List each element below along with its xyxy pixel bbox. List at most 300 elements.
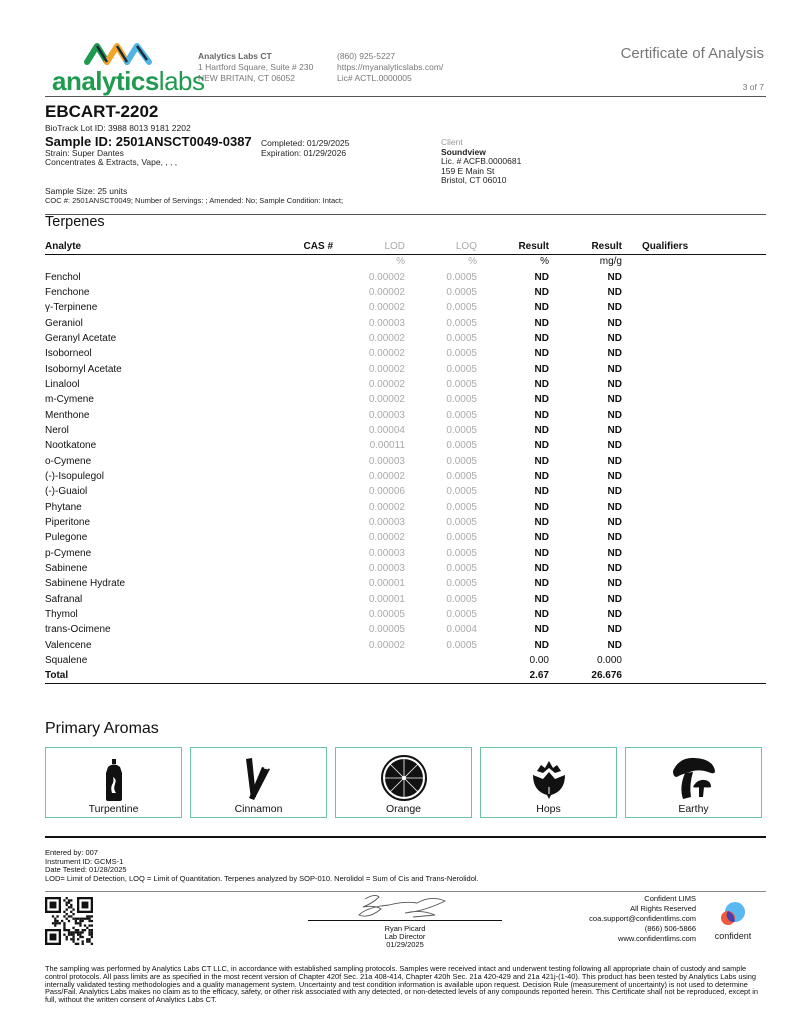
result-pct-cell: 0.00 [529, 655, 549, 667]
lod-cell: 0.00002 [368, 271, 405, 283]
lod-cell: 0.00001 [368, 578, 405, 590]
result-pct-cell: ND [534, 271, 549, 283]
lod-cell: 0.00002 [368, 394, 405, 406]
table-row [45, 561, 766, 576]
lab-phone: (860) 925-5227 [337, 51, 396, 61]
cas-cell [275, 500, 333, 515]
result-mgg-cell: ND [607, 547, 622, 559]
qualifiers-cell [622, 407, 766, 422]
qualifiers-cell [622, 469, 766, 484]
result-pct-cell: ND [534, 302, 549, 314]
cas-cell [275, 561, 333, 576]
aromas-title: Primary Aromas [45, 720, 159, 737]
result-mgg-cell: ND [607, 409, 622, 421]
empty-cell [405, 668, 477, 683]
confident-logo-icon [719, 901, 747, 927]
loq-cell: 0.0005 [446, 563, 477, 575]
cas-cell [275, 484, 333, 499]
aroma-label: Earthy [678, 803, 709, 815]
qualifiers-cell [622, 515, 766, 530]
qualifiers-cell [622, 315, 766, 330]
analyte-cell: (-)-Isopulegol [45, 470, 104, 482]
category: Concentrates & Extracts, Vape, , , , [45, 157, 178, 167]
lims-info [589, 894, 696, 944]
expiration-date: Expiration: 01/29/2026 [261, 148, 347, 158]
qualifiers-cell [622, 592, 766, 607]
lab-address-1: 1 Hartford Square, Suite # 230 [198, 62, 314, 72]
qualifiers-cell [622, 300, 766, 315]
analyte-cell: Nootkatone [45, 440, 97, 452]
qualifiers-cell [622, 377, 766, 392]
analyte-cell: Sabinene Hydrate [45, 578, 126, 590]
client-address-1: 159 E Main St [441, 165, 495, 176]
cas-cell [275, 622, 333, 637]
table-row [45, 469, 766, 484]
loq-cell: 0.0005 [446, 578, 477, 590]
logo-text-light: labs [158, 66, 205, 96]
table-header-row [45, 240, 766, 254]
lod-cell: 0.00002 [368, 378, 405, 390]
qualifiers-cell [622, 346, 766, 361]
table-row [45, 638, 766, 653]
col-analyte: Analyte [45, 241, 82, 253]
table-row [45, 361, 766, 376]
result-pct-cell: ND [534, 424, 549, 436]
lims-website[interactable]: www.confidentlims.com [618, 934, 696, 943]
table-row [45, 423, 766, 438]
terpenes-title: Terpenes [45, 214, 105, 230]
signer-date: 01/29/2025 [386, 940, 424, 950]
total-label: Total [45, 670, 69, 682]
loq-cell [405, 653, 477, 668]
result-pct-cell: ND [534, 394, 549, 406]
aroma-label: Orange [385, 803, 422, 815]
loq-cell: 0.0005 [446, 440, 477, 452]
result-pct-cell: ND [534, 332, 549, 344]
col-result-pct: Result [518, 241, 549, 253]
lod-cell: 0.00002 [368, 348, 405, 360]
cas-cell [275, 269, 333, 284]
table-row [45, 269, 766, 284]
cas-cell [275, 530, 333, 545]
analyte-cell: trans-Ocimene [45, 624, 111, 636]
result-mgg-cell: ND [607, 332, 622, 344]
cas-cell [275, 285, 333, 300]
mushroom-icon [671, 757, 717, 801]
table-row [45, 346, 766, 361]
result-mgg-cell: ND [607, 593, 622, 605]
loq-cell: 0.0005 [446, 609, 477, 621]
qualifiers-cell [622, 546, 766, 561]
lod-cell: 0.00002 [368, 363, 405, 375]
instrument-id: Instrument ID: GCMS-1 [45, 856, 124, 866]
result-mgg-cell: ND [607, 532, 622, 544]
result-pct-cell: ND [534, 624, 549, 636]
table-row [45, 377, 766, 392]
analyte-cell: Safranal [45, 593, 83, 605]
table-row [45, 407, 766, 422]
loq-cell: 0.0005 [446, 593, 477, 605]
table-row [45, 484, 766, 499]
result-pct-cell: ND [534, 317, 549, 329]
cinnamon-stick-icon [244, 757, 274, 801]
table-row [45, 607, 766, 622]
qualifiers-cell [622, 500, 766, 515]
loq-cell: 0.0005 [446, 394, 477, 406]
loq-cell: 0.0005 [446, 501, 477, 513]
section-divider [45, 214, 766, 215]
terpenes-table [45, 240, 766, 684]
footer-divider [45, 836, 766, 838]
lod-cell: 0.00002 [368, 302, 405, 314]
document-title: Certificate of Analysis [620, 45, 764, 62]
qualifiers-cell [622, 361, 766, 376]
col-loq: LOQ [455, 241, 477, 253]
qualifiers-cell [622, 607, 766, 622]
result-mgg-cell: ND [607, 624, 622, 636]
cas-cell [275, 592, 333, 607]
result-pct-cell: ND [534, 455, 549, 467]
analyte-cell: p-Cymene [45, 547, 92, 559]
qualifiers-cell [622, 392, 766, 407]
empty-cell [275, 668, 333, 683]
loq-cell: 0.0005 [446, 317, 477, 329]
cas-cell [275, 377, 333, 392]
result-pct-cell: ND [534, 547, 549, 559]
signer-name: Ryan Picard [384, 924, 426, 933]
table-row [45, 546, 766, 561]
client-block [441, 138, 521, 186]
test-info [45, 849, 479, 883]
qualifiers-cell [622, 438, 766, 453]
col-qualifiers: Qualifiers [642, 241, 689, 253]
cas-cell [275, 607, 333, 622]
cas-cell [275, 438, 333, 453]
loq-cell: 0.0005 [446, 424, 477, 436]
analyte-cell: Linalool [45, 378, 80, 390]
table-row [45, 300, 766, 315]
analyte-cell: Sabinene [45, 563, 88, 575]
spray-bottle-icon [104, 759, 124, 801]
lod-cell: 0.00003 [368, 409, 405, 421]
analyte-cell: Fenchol [45, 271, 81, 283]
completed-date: Completed: 01/29/2025 [261, 138, 350, 148]
analyte-cell: (-)-Guaiol [45, 486, 88, 498]
empty-cell [333, 668, 405, 683]
col-lod: LOD [384, 241, 405, 253]
lod-cell: 0.00003 [368, 517, 405, 529]
loq-cell: 0.0005 [446, 532, 477, 544]
qualifiers-cell [622, 331, 766, 346]
unit-loq: % [468, 256, 477, 268]
table-row [45, 453, 766, 468]
result-mgg-cell: ND [607, 424, 622, 436]
empty-cell [622, 668, 766, 683]
signer-block [308, 925, 502, 950]
lod-cell: 0.00003 [368, 547, 405, 559]
aroma-card-earthy [625, 747, 762, 818]
logo-wordmark [52, 66, 205, 97]
hops-icon [531, 759, 567, 801]
lab-license: Lic# ACTL.0000005 [337, 73, 412, 83]
signer-title: Lab Director [384, 932, 426, 942]
lod-cell: 0.00002 [368, 501, 405, 513]
result-pct-cell: ND [534, 578, 549, 590]
analyte-cell: Isoborneol [45, 348, 92, 360]
result-pct-cell: ND [534, 563, 549, 575]
result-pct-cell: ND [534, 470, 549, 482]
analyte-cell: Thymol [45, 609, 78, 621]
qr-code-icon [45, 897, 93, 945]
lod-cell [333, 653, 405, 668]
loq-cell: 0.0005 [446, 409, 477, 421]
analyte-cell: Geraniol [45, 317, 83, 329]
sample-size: Sample Size: 25 units [45, 186, 128, 196]
qualifiers-cell [622, 453, 766, 468]
aroma-label: Turpentine [88, 803, 139, 815]
unit-result-mgg: mg/g [599, 256, 622, 268]
result-mgg-cell: ND [607, 394, 622, 406]
cas-cell [275, 653, 333, 668]
loq-cell: 0.0005 [446, 302, 477, 314]
logo-text-bold: analytics [52, 66, 159, 96]
loq-cell: 0.0005 [446, 470, 477, 482]
logo-wave-icon [83, 40, 155, 66]
entered-by: Entered by: 007 [45, 848, 98, 857]
sample-id: Sample ID: 2501ANSCT0049-0387 [45, 134, 252, 149]
lod-cell: 0.00002 [368, 332, 405, 344]
lod-cell: 0.00011 [369, 440, 405, 452]
result-mgg-cell: ND [607, 348, 622, 360]
lod-cell: 0.00005 [368, 609, 405, 621]
table-row [45, 530, 766, 545]
units-row [45, 254, 766, 269]
cas-cell [275, 515, 333, 530]
date-tested: Date Tested: 01/28/2025 [45, 865, 127, 875]
client-name: Soundview [441, 146, 486, 157]
client-license: Lic. # ACFB.0000681 [441, 156, 522, 166]
result-mgg-cell: ND [607, 517, 622, 529]
result-pct-cell: ND [534, 440, 549, 452]
result-mgg-cell: ND [607, 639, 622, 651]
result-mgg-cell: ND [607, 470, 622, 482]
analyte-cell: Phytane [45, 501, 82, 513]
lims-name: Confident LIMS [644, 894, 696, 903]
lab-website[interactable]: https://myanalyticslabs.com/ [337, 62, 444, 72]
result-mgg-cell: ND [607, 578, 622, 590]
analyte-cell: m-Cymene [45, 394, 94, 406]
result-mgg-cell: ND [607, 363, 622, 375]
qualifiers-cell [622, 561, 766, 576]
loq-cell: 0.0005 [446, 486, 477, 498]
loq-cell: 0.0005 [446, 455, 477, 467]
analyte-cell: Pulegone [45, 532, 88, 544]
analyte-cell: Nerol [45, 424, 69, 436]
result-mgg-cell: ND [607, 563, 622, 575]
client-label: Client [441, 137, 463, 147]
analyte-cell: Geranyl Acetate [45, 332, 117, 344]
lod-cell: 0.00002 [368, 532, 405, 544]
loq-cell: 0.0005 [446, 547, 477, 559]
lod-cell: 0.00006 [368, 486, 405, 498]
lims-email[interactable]: coa.support@confidentlims.com [589, 914, 696, 923]
result-pct-cell: ND [534, 639, 549, 651]
qualifiers-cell [622, 269, 766, 284]
page-number: 3 of 7 [742, 82, 764, 92]
table-row [45, 392, 766, 407]
analyte-cell: Piperitone [45, 517, 91, 529]
table-row [45, 331, 766, 346]
loq-cell: 0.0005 [446, 286, 477, 298]
unit-lod: % [396, 256, 405, 268]
signature-icon [355, 893, 455, 921]
result-pct-cell: ND [534, 378, 549, 390]
lod-cell: 0.00002 [368, 639, 405, 651]
loq-cell: 0.0005 [446, 332, 477, 344]
header-divider [45, 96, 766, 97]
result-mgg-cell: 0.000 [596, 655, 622, 667]
lab-info [198, 51, 313, 84]
lab-address-2: NEW BRITAIN, CT 06052 [198, 73, 295, 83]
result-mgg-cell: ND [607, 317, 622, 329]
cas-cell [275, 469, 333, 484]
qr-code[interactable] [45, 897, 93, 950]
lod-loq-note: LOD= Limit of Detection, LOQ = Limit of Quantitation. Terpenes analyzed by SOP-010. Nerolidol = Sum of Cis and Trans-Nerolidol. [45, 873, 479, 883]
table-row [45, 653, 766, 668]
qualifiers-cell [622, 285, 766, 300]
total-mgg: 26.676 [591, 670, 622, 682]
result-mgg-cell: ND [607, 609, 622, 621]
analyte-cell: Fenchone [45, 286, 90, 298]
signature-image [355, 893, 455, 926]
analyte-cell: γ-Terpinene [45, 302, 98, 314]
biotrack-id: BioTrack Lot ID: 3988 8013 9181 2202 [45, 123, 191, 133]
analyte-cell: Squalene [45, 655, 88, 667]
col-cas: CAS # [303, 241, 333, 253]
total-pct: 2.67 [529, 670, 549, 682]
lod-cell: 0.00005 [368, 624, 405, 636]
signature-line [308, 920, 502, 921]
result-pct-cell: ND [534, 532, 549, 544]
product-name: EBCART-2202 [45, 102, 159, 121]
aromas-row [45, 747, 762, 818]
result-pct-cell: ND [534, 517, 549, 529]
table-row [45, 576, 766, 591]
cas-cell [275, 423, 333, 438]
loq-cell: 0.0005 [446, 271, 477, 283]
loq-cell: 0.0005 [446, 348, 477, 360]
qualifiers-cell [622, 622, 766, 637]
result-pct-cell: ND [534, 286, 549, 298]
col-result-mgg: Result [591, 241, 622, 253]
disclaimer: The sampling was performed by Analytics Labs CT LLC, in accordance with established sampling protocols. Samples were received intact and underwent testing following all appropriate chain of custody and sample control protocols. All pass limits are as specified in the most recent version of Chapter 420f Sec. 21a 408-414, Chapter 420h Sec. 21a 420-429 and 21a 421j-(1-40). This product has been tested by Analytics Labs using internally validated testing methodologies and a quality management system. Uncertainty and test condition information is available upon request. Decision Rule (measurement of uncertainty) is not used to determine Pass/Fail. Analytics Labs makes no claim as to the efficacy, safety, or other risk associated with any detected, or non-detected levels of any compounds reported herein. This Certificate shall not be reproduced, except in full, without the written consent of Analytics Labs CT. [45, 964, 759, 1005]
lod-cell: 0.00001 [368, 593, 405, 605]
lod-cell: 0.00002 [368, 286, 405, 298]
table-row [45, 438, 766, 453]
result-mgg-cell: ND [607, 440, 622, 452]
loq-cell: 0.0005 [446, 639, 477, 651]
cas-cell [275, 638, 333, 653]
lab-name: Analytics Labs CT [198, 51, 272, 61]
result-pct-cell: ND [534, 486, 549, 498]
result-pct-cell: ND [534, 409, 549, 421]
cas-cell [275, 453, 333, 468]
table-row [45, 285, 766, 300]
qualifiers-cell [622, 653, 766, 668]
cas-cell [275, 392, 333, 407]
analyte-cell: Menthone [45, 409, 90, 421]
cas-cell [275, 300, 333, 315]
confident-logo-text: confident [714, 931, 752, 941]
result-mgg-cell: ND [607, 501, 622, 513]
result-mgg-cell: ND [607, 271, 622, 283]
loq-cell: 0.0004 [446, 624, 477, 636]
aroma-card-hops [480, 747, 617, 818]
lod-cell: 0.00004 [368, 424, 405, 436]
coc-line: COC #: 2501ANSCT0049; Number of Servings: ; Amended: No; Sample Condition: Intact; [45, 196, 344, 205]
cas-cell [275, 346, 333, 361]
lab-contact [337, 51, 443, 84]
table-row [45, 515, 766, 530]
result-mgg-cell: ND [607, 302, 622, 314]
result-pct-cell: ND [534, 501, 549, 513]
lod-cell: 0.00002 [368, 470, 405, 482]
lims-phone: (866) 506-5866 [644, 924, 696, 933]
lod-cell: 0.00003 [368, 455, 405, 467]
result-pct-cell: ND [534, 348, 549, 360]
cas-cell [275, 546, 333, 561]
cas-cell [275, 576, 333, 591]
table-row [45, 500, 766, 515]
qualifiers-cell [622, 638, 766, 653]
qualifiers-cell [622, 576, 766, 591]
cas-cell [275, 315, 333, 330]
cas-cell [275, 361, 333, 376]
strain: Strain: Super Dantes [45, 148, 124, 158]
result-mgg-cell: ND [607, 378, 622, 390]
qualifiers-cell [622, 530, 766, 545]
confident-logo [710, 901, 756, 941]
aroma-card-turpentine [45, 747, 182, 818]
total-row [45, 668, 766, 683]
orange-slice-icon [381, 755, 427, 801]
qualifiers-cell [622, 484, 766, 499]
result-mgg-cell: ND [607, 455, 622, 467]
result-mgg-cell: ND [607, 286, 622, 298]
table-row [45, 315, 766, 330]
qualifiers-cell [622, 423, 766, 438]
analyte-cell: o-Cymene [45, 455, 92, 467]
result-pct-cell: ND [534, 363, 549, 375]
loq-cell: 0.0005 [446, 363, 477, 375]
aroma-card-cinnamon [190, 747, 327, 818]
unit-result-pct: % [540, 256, 549, 268]
analyte-cell: Valencene [45, 639, 92, 651]
result-pct-cell: ND [534, 593, 549, 605]
signature-top-divider [45, 891, 766, 892]
aroma-label: Hops [536, 803, 561, 815]
lod-cell: 0.00003 [368, 563, 405, 575]
lims-rights: All Rights Reserved [630, 904, 696, 913]
table-row [45, 622, 766, 637]
table-row [45, 592, 766, 607]
cas-cell [275, 331, 333, 346]
lod-cell: 0.00003 [368, 317, 405, 329]
result-mgg-cell: ND [607, 486, 622, 498]
aroma-label: Cinnamon [234, 803, 283, 815]
aroma-card-orange [335, 747, 472, 818]
client-address-2: Bristol, CT 06010 [441, 175, 507, 185]
